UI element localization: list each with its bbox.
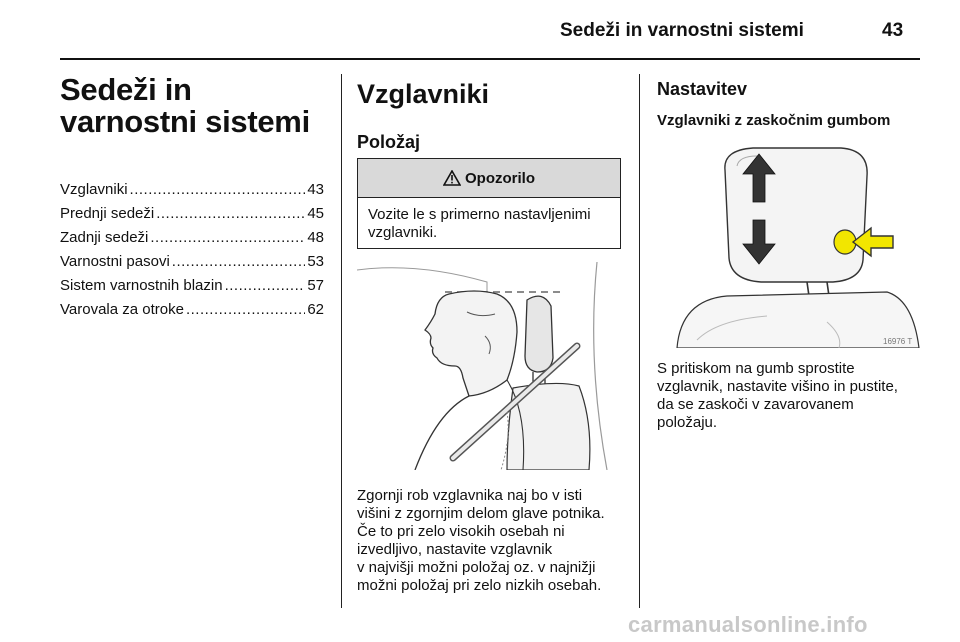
toc-label: Sistem varnostnih blazin: [60, 277, 223, 294]
toc-page: 57: [307, 277, 324, 294]
warning-header: [358, 159, 620, 198]
body-line: vzglavnik, nastavite višino in pustite,: [657, 378, 898, 395]
adjust-body-text: [657, 360, 898, 432]
body-line: da se zaskoči v zavarovanem: [657, 396, 854, 413]
body-line: S pritiskom na gumb sprostite: [657, 360, 855, 377]
toc-label: Vzglavniki: [60, 181, 128, 198]
warning-text: Vozite le s primerno nastavljenimi vzglavniki.: [368, 206, 591, 241]
adjust-title: Nastavitev: [657, 79, 748, 99]
body-line: višini z zgornjim delom glave potnika.: [357, 505, 605, 522]
toc-leader: [172, 250, 306, 274]
adjust-subtitle: Vzglavniki z zaskočnim gumbom: [657, 112, 891, 129]
page-number: 43: [882, 20, 904, 41]
column-divider-2: [639, 74, 640, 608]
toc-page: 62: [307, 301, 324, 318]
section-subtitle: Položaj: [357, 132, 421, 152]
body-line: Če to pri zelo visokih osebah ni: [357, 523, 565, 540]
table-of-contents: [60, 178, 324, 322]
warning-triangle-icon: [443, 170, 461, 186]
toc-page: 53: [307, 253, 324, 270]
body-line: možni položaj pri zelo nizkih osebah.: [357, 577, 602, 594]
toc-item[interactable]: [60, 274, 324, 298]
toc-leader: [150, 226, 305, 250]
toc-label: Zadnji sedeži: [60, 229, 149, 246]
section-title: Vzglavniki: [357, 79, 490, 109]
toc-item[interactable]: [60, 298, 324, 322]
toc-leader: [225, 274, 306, 298]
section-body-text: [357, 487, 605, 595]
body-line: izvedljivo, nastavite vzglavnik: [357, 541, 553, 558]
chapter-title: Sedeži in varnostni sistemi: [60, 72, 310, 139]
headrest-adjust-illustration: [657, 140, 921, 348]
toc-label: Prednji sedeži: [60, 205, 155, 222]
toc-leader: [186, 298, 305, 322]
toc-label: Varovala za otroke: [60, 301, 184, 318]
toc-item[interactable]: [60, 250, 324, 274]
warning-box: [357, 158, 621, 249]
watermark: carmanualsonline.info: [628, 612, 868, 637]
figure-code: 16976 T: [883, 337, 913, 346]
body-line: položaju.: [657, 414, 718, 431]
toc-item[interactable]: [60, 178, 324, 202]
running-header-title: Sedeži in varnostni sistemi: [560, 20, 804, 41]
warning-heading: Opozorilo: [465, 169, 535, 187]
body-line: v najvišji možni položaj oz. v najnižji: [357, 559, 596, 576]
toc-leader: [130, 178, 306, 202]
headrest-position-illustration: [357, 262, 621, 470]
toc-page: 45: [307, 205, 324, 222]
toc-leader: [156, 202, 305, 226]
header-rule: [60, 58, 920, 60]
column-divider-1: [341, 74, 342, 608]
toc-page: 48: [307, 229, 324, 246]
toc-label: Varnostni pasovi: [60, 253, 170, 270]
body-line: Zgornji rob vzglavnika naj bo v isti: [357, 487, 583, 504]
toc-item[interactable]: [60, 202, 324, 226]
toc-page: 43: [307, 181, 324, 198]
toc-item[interactable]: [60, 226, 324, 250]
